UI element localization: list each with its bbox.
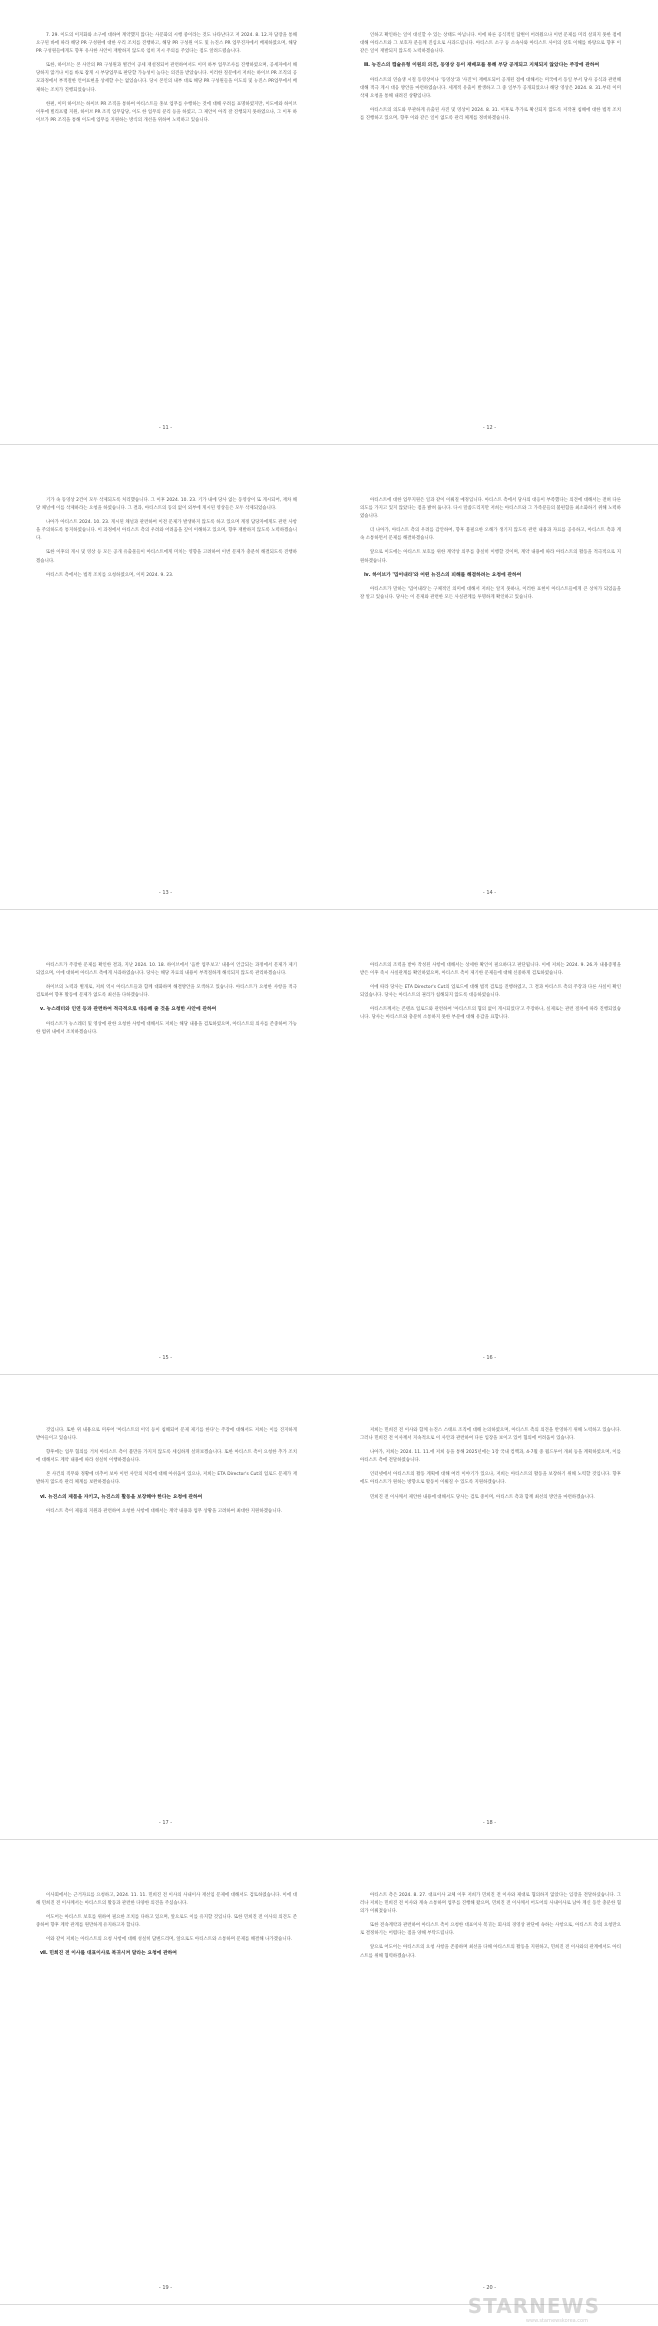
document-page (338, 930, 641, 1375)
body-paragraph: 어도어는 아티스트 보호를 위하여 필요한 조치를 다하고 있으며, 앞으로도 이를 유지할 것입니다. 또한 민희진 전 이사의 의견도 존중하여 향후 계약 관계를 원만하게 유지하고자 합니다. (36, 1915, 297, 1929)
body-paragraph: 이사회에서는 근거자료를 요청하고, 2024. 11. 11. 민희진 전 이사의 사내이사 재선임 문제에 대해서도 검토하였습니다. 이에 대해 민희진 전 이사께서는 아티스트의 활동과 관련한 다양한 의견을 주셨습니다. (36, 1893, 297, 1907)
body-paragraph: 아티스트의 의도와 무관하게 유출된 사진 및 영상이 2024. 8. 31. 이후로 추가로 확산되지 않도록 저작권 침해에 대한 법적 조치를 진행하고 있으며, 향후 이와 같은 일이 없도록 관리 체계를 정비하겠습니다. (360, 107, 621, 122)
body-paragraph: 하이브의 노력과 별개로, 저희 역시 아티스트들과 함께 대화하며 해결방안을 모색하고 있습니다. 아티스트가 요청한 사항을 적극 검토하여 향후 활동에 문제가 없도록 최선을 다하겠습니다. (36, 985, 297, 999)
document-page (338, 1860, 641, 2305)
body-paragraph: 아티스트가 주장한 문제를 확인한 결과, 지난 2024. 10. 18. 하이브에서 '음반 업무보고' 내용이 언급되는 과정에서 문제가 제기되었으며, 이에 대하여 아티스트 측에게 사과하였습니다. 당사는 해당 자료의 내용이 부적절하게 해석되지 않도록 관리하겠습니다. (36, 963, 297, 977)
document-page (14, 1395, 317, 1840)
page-spread (0, 1395, 658, 1840)
page-number: - 14 - (482, 890, 497, 896)
section-heading: ⅲ. 뉴진스의 캡슐유형 이원의 의견, 동영상 등이 재배포를 통해 부당 공개되고 지체되지 않았다는 주장에 관하여 (364, 63, 600, 69)
page-number: - 18 - (482, 1820, 497, 1826)
document-page (14, 0, 317, 445)
section-heading: ⅶ. 민희진 전 이사를 대표이사로 복귀시켜 달라는 요청에 관하여 (40, 1951, 177, 1957)
watermark-logo: STARNEWS (467, 2294, 600, 2318)
body-paragraph: 아티스트가 말하는 '밉어내라'는 구체적인 의미에 대해서 저희는 알지 못하나, 이러한 표현이 아티스트들에게 큰 상처가 되었음을 잘 알고 있습니다. 당사는 이 문제와 관련한 모든 사실관계를 투명하게 확인하고 있습니다. (360, 587, 621, 601)
body-paragraph: 것입니다. 또한 위 내용으로 미루어 '아티스트의 이익 등이 침해되어 문제 제기를 한다'는 주장에 대해서도 저희는 이를 진지하게 받아들이고 있습니다. (36, 1428, 297, 1442)
page-number: - 12 - (482, 425, 497, 431)
body-paragraph: 나아가, 저희는 2024. 11. 11.에 저희 등을 통해 2025년에는 1장 국내 컴백과, 4-7월 중 월드투어 개최 등을 계획하였으며, 이를 아티스트 측에 전달하였습니다. (360, 1450, 621, 1464)
page-number: - 17 - (158, 1820, 173, 1826)
document-page (338, 1395, 641, 1840)
page-spread (0, 465, 658, 910)
body-paragraph: 아티스트 측은 2024. 8. 27. 대표이사 교체 이후 저희가 민희진 전 이사와 제대로 협의하지 않았다는 입장을 전달하셨습니다. 그러나 저희는 민희진 전 이사와 계속 소통하며 업무를 진행해 왔으며, 민희진 전 이사께서 어도어의 사내이사로 남아 계신 동안 충분한 협의가 이뤄졌습니다. (360, 1893, 621, 1915)
section-heading: ⅵ. 뉴진스의 제품을 자키고, 뉴진스의 활동을 보장해야 한다는 요청에 관하여 (40, 1494, 203, 1500)
body-paragraph: 앞으로 어도어는 아티스트의 요청 사항을 존중하며 최선을 다해 아티스트의 활동을 지원하고, 민희진 전 이사와의 관계에서도 아티스트를 위해 협력하겠습니다. (360, 1945, 621, 1959)
body-paragraph: 본 사건의 직무와 정황에 비추어 보아 이번 사안의 처리에 대해 아쉬움이 있으나, 저희는 ETA Director's Cut의 업로드 문제가 재발하지 않도록 관리 체계를 보완하겠습니다. (36, 1472, 297, 1486)
body-paragraph: 아티스트의 조력을 받아 작성된 사항에 대해서는 상세한 확인이 필요하다고 판단됩니다. 이에 저희는 2024. 9. 26.자 내용증명을 받은 이후 즉시 사실관계를 확인하였으며, 아티스트 측이 제기한 문제들에 대해 신중하게 검토하였습니다. (360, 963, 621, 977)
body-paragraph: 또한 전속계약과 관련하여 아티스트 측이 요청한 대표이사 복귀는 회사의 경영상 판단에 속하는 사항으로, 아티스트 측의 요청만으로 결정하기는 어렵다는 점을 양해 부탁드립니다. (360, 1923, 621, 1937)
page-number: - 15 - (158, 1355, 173, 1361)
body-paragraph: 인하고 확인하는 일이 대신할 수 있는 상태도 아닙니다. 이에 따른 공식적인 답변이 어려웠으나 이번 문제를 미리 살피지 못한 점에 대해 아티스트와 그 보호자 분들께 진심으로 사과드립니다. 아티스트 소구 등 소속사와 아티스트 사이의 상호 이해를 바탕으로 향후 이 같은 일이 재발되지 않도록 노력하겠습니다. (360, 33, 621, 55)
section-heading: ⅴ. 뉴스레터와 인연 등과 관련하여 적극적으로 대응해 줄 것을 요청한 사안에 관하여 (40, 1007, 217, 1013)
body-paragraph: 향후에는 업무 협의를 거쳐 아티스트 측이 불만을 가지지 않도록 세심하게 살펴보겠습니다. 또한 아티스트 측이 요청한 추가 조치에 대해서도 계약 내용에 따라 성실히 이행하겠습니다. (36, 1450, 297, 1464)
page-spread (0, 1860, 658, 2305)
body-paragraph: 이와 같이 저희는 아티스트의 요청 사항에 대해 성실히 답변드리며, 앞으로도 아티스트와 소통하며 문제를 해결해 나가겠습니다. (46, 1937, 293, 1943)
page-number: - 20 - (482, 2285, 497, 2291)
page-spread (0, 930, 658, 1375)
body-paragraph: 기가 속 동영상 2건이 모두 삭제되도록 처리했습니다. 그 이후 2024. 10. 23. 기가 내에 당사 없는 동영상이 또 게시되어, 재차 해당 채널에 이를 삭제하라는 요청을 하였습니다. 그 결과, 아티스트의 동의 없이 외부에 게시된 영상들은 모두 삭제되었습니다. (36, 498, 297, 512)
body-paragraph: 이에 따라 당사는 ETA Director's Cut의 업로드에 대해 법적 검토를 진행하였고, 그 결과 아티스트 측의 주장과 다른 사실이 확인되었습니다. 당사는 아티스트의 권리가 침해되지 않도록 대응하였습니다. (360, 985, 621, 999)
body-paragraph: 아티스트가 뉴스레터 및 영상에 관한 요청한 사항에 대해서도 저희는 해당 내용을 검토하였으며, 아티스트의 의사를 존중하여 가능한 범위 내에서 조치하겠습니다. (36, 1021, 297, 1035)
body-paragraph: 아티스트께서는 콘텐츠 업로드와 관련하여 '아티스트의 협의 없이 게시되었다'고 주장하나, 실제로는 관련 절차에 따라 진행되었습니다. 당사는 아티스트와 충분히 소통하지 못한 부분에 대해 유감을 표합니다. (360, 1007, 621, 1021)
body-paragraph: 아티스트의 연습생 시절 동영상이나 '동영상'과 '사진'이 재배포되어 공개된 점에 대해서는 미국에서 동일 부서 당사 공식과 관련해 대해 적극 게시 대응 방안을 마련하였습니다. 세계적 유출이 발생하고 그 중 일부가 공개되었으나 해당 영상은 2024. 8. 31.부터 이미 삭제 요청을 통해 내려진 상황입니다. (360, 77, 621, 99)
document-page (14, 930, 317, 1375)
body-paragraph: 7. 29. 이도의 이지화와 소구에 대하여 계약했지 않다는 사문화의 시행 중이라는 것도 나타난다고 저 2024. 8. 12.자 답장을 통해 요구된 바에 따라 해당 PR 구성원에 대한 우리 조치를 진행하고, 해당 PR 구성원 이도 및 뉴진스 PR 업무진자에서 배제하였으며, 해당 PR 구성원들에게도 향후 유사한 사안이 재발하지 않도록 엄히 지시 주의를 주었다는 점도 알려드렸습니다. (36, 33, 297, 55)
body-paragraph: 아티스트 측이 제품의 지원과 관련하여 요청한 사항에 대해서는 계약 내용과 업무 상황을 고려하여 최대한 지원하겠습니다. (46, 1508, 283, 1514)
page-number: - 19 - (158, 2285, 173, 2291)
body-paragraph: 아티스트 측에서는 법적 조치를 요청하였으며, 이미 2024. 9. 23. (46, 572, 174, 578)
body-paragraph: 저희는 민희진 전 이사와 함께 뉴진스 스태프 조직에 대해 논의하였으며, 아티스트 측의 의견을 반영하기 위해 노력하고 있습니다. 그러나 민희진 전 이사께서 지속적으로 이 사안과 관련하여 다른 입장을 보이고 있어 협의에 어려움이 있습니다. (360, 1428, 621, 1442)
body-paragraph: 인터넷에서 아티스트의 활동 계획에 대해 여러 이야기가 있으나, 저희는 아티스트의 활동을 보장하기 위해 노력할 것입니다. 향후에도 아티스트가 원하는 방향으로 활동이 이뤄질 수 있도록 지원하겠습니다. (360, 1472, 621, 1486)
document-page (338, 0, 641, 445)
page-spread (0, 0, 658, 445)
body-paragraph: 앞으로 이도에는 아티스트 보호를 위한 계약상 의무를 충실히 이행할 것이며, 계약 내용에 따라 아티스트의 활동을 적극적으로 지원하겠습니다. (360, 550, 621, 564)
page-number: - 16 - (482, 1355, 497, 1361)
body-paragraph: 또한 이후의 게시 및 영상 등 모든 공개 유출물들이 아티스트에게 미치는 영향을 고려하여 이번 문제가 충분히 해결되도록 진행하겠습니다. (36, 550, 297, 564)
page-number: - 13 - (158, 890, 173, 896)
body-paragraph: 민희진 전 이사께서 제안한 내용에 대해서도 당사는 검토 중이며, 아티스트 측과 함께 최선의 방안을 마련하겠습니다. (370, 1494, 595, 1500)
body-paragraph: 한편, 이미 하이브는 하이브 PR 조직을 통하여 아티스트들 홍보 업무를 수행하는 것에 대해 우려를 표명하였지만, 이도에와 하이브 이후에 빌리프랩 지원, 하이브 PR 조직 업무담당, 이도 한 업무의 분리 등을 하였고, 그 제안이 아직 잘 진행되지 못하였으나, 그 이후 하이브가 PR 조직을 통해 이도에 업무를 지원하는 방식의 개선을 위하여 노력하고 있습니다. (36, 101, 297, 123)
watermark-url: www.starnewskorea.com (525, 2318, 588, 2324)
document-page (14, 1860, 317, 2305)
document-page (14, 465, 317, 910)
page-number: - 11 - (158, 425, 173, 431)
body-paragraph: 아티스트에 대한 업무지원은 일과 같이 이뤄질 예정입니다. 아티스트 측에서 당사의 대응이 부족했다는 의견에 대해서는 전혀 다른 의도를 가지고 있지 않았다는 점을 밝혀 둡니다. 다시 말씀드리지만 저희는 아티스트와 그 가족분들의 불편함을 최소화하기 위해 노력하였습니다. (360, 498, 621, 520)
body-paragraph: 나아가 아티스트 2024. 10. 23. 게시된 채널과 관련하여 이전 문제가 발생하지 않도록 하고 있으며 계정 담당자에게도 관련 사항을 주의하도록 통지하였습니다. 이 과정에서 아티스트 측의 우려와 어려움을 깊이 이해하고 있으며, 향후 재발하지 않도록 노력하겠습니다. (36, 520, 297, 542)
section-heading: ⅳ. 하이브가 '밉어내라'와 어떤 뉴진스의 피해를 해결하려는 요청에 관하여 (364, 572, 522, 578)
body-paragraph: 또한, 하이브는 본 사안의 PR 구성원과 별건이 공세 재설정되어 관련하여서도 이미 하부 업무조사를 진행하였으며, 공세자에서 해당하지 않거나 이를 바로 잡게 시 부당업무로 판단할 가능성이 높다는 의견을 받았습니다. 이러한 질문에서 저희는 하이브 PR 조직의 공모과정에서 부적절한 언어표현을 상세할 수는 없었습니다. 당시 본인의 내부 대로 해당 PR 구성원들을 이도의 및 뉴진스 PR업무에서 배제하는 조치가 진행되었습니다. (36, 63, 297, 93)
document-page (338, 465, 641, 910)
body-paragraph: 더 나아가, 아티스트 측의 우려를 감안하여, 향후 불필요한 오해가 생기지 않도록 관련 내용과 자료를 공유하고, 아티스트 측과 계속 소통하면서 문제를 해결하겠습니다. (360, 528, 621, 542)
